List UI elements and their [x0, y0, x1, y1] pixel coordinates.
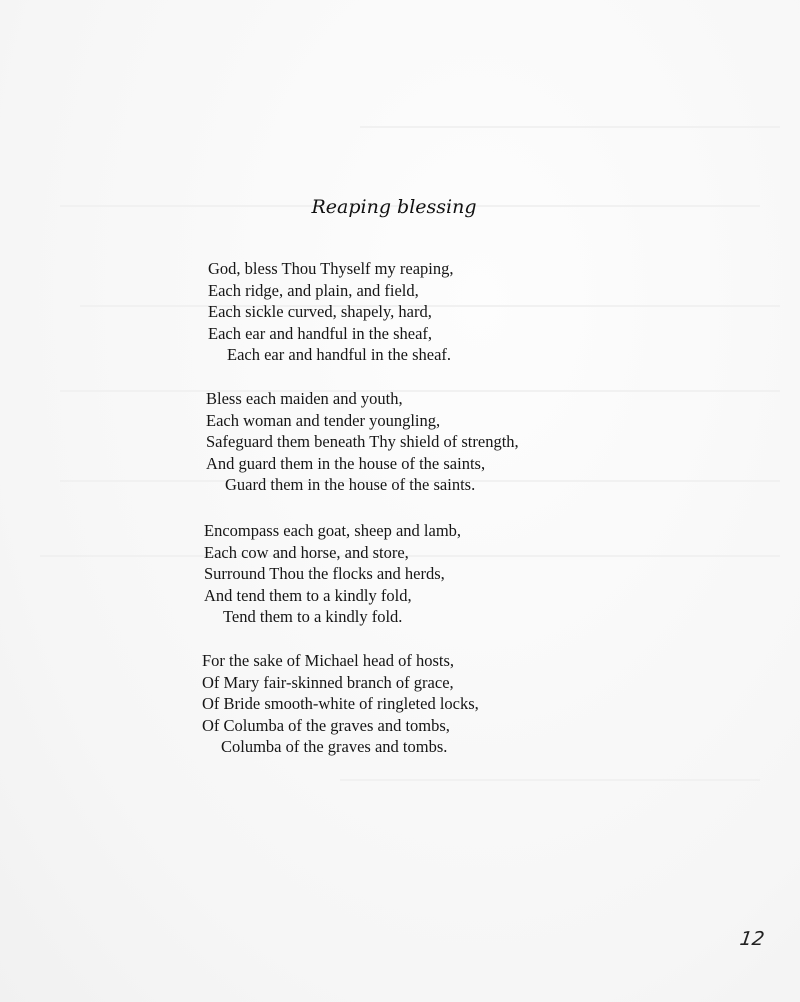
poem-line: Bless each maiden and youth, [206, 389, 403, 408]
poem-line: Each ridge, and plain, and field, [208, 280, 419, 300]
poem-line: Of Mary fair-skinned branch of grace, [202, 672, 454, 692]
poem-line: Encompass each goat, sheep and lamb, [204, 521, 462, 540]
show-through-decoration [340, 755, 760, 781]
poem-line: And guard them in the house of the saints, [206, 453, 486, 473]
poem-line: For the sake of Michael head of hosts, [202, 651, 455, 670]
stanza-4 [202, 650, 479, 758]
poem-line: God, bless Thou Thyself my reaping, [208, 259, 454, 278]
page-number: 12 [738, 928, 766, 950]
stanza-1 [208, 258, 454, 366]
poem-line-refrain: Each ear and handful in the sheaf. [227, 345, 452, 364]
poem-line: Surround Thou the flocks and herds, [204, 564, 445, 583]
poem-title: Reaping blessing [311, 196, 477, 218]
poem-line-refrain: Guard them in the house of the saints. [225, 475, 476, 494]
poem-line: Of Columba of the graves and tombs, [202, 715, 450, 735]
poem-line: Each sickle curved, shapely, hard, [208, 302, 432, 321]
poem-line-refrain: Columba of the graves and tombs. [221, 737, 448, 756]
stanza-2 [206, 388, 519, 496]
poem-line: And tend them to a kindly fold, [204, 585, 412, 605]
poem-line: Each ear and handful in the sheaf, [208, 323, 433, 343]
poem-line: Safeguard them beneath Thy shield of strength, [206, 432, 519, 451]
poem-line: Of Bride smooth-white of ringleted locks, [202, 694, 479, 713]
stanza-3 [204, 520, 461, 628]
show-through-decoration [360, 92, 780, 128]
poem-line: Each woman and tender youngling, [206, 410, 441, 430]
poem-line: Each cow and horse, and store, [204, 542, 409, 562]
poem-line-refrain: Tend them to a kindly fold. [223, 607, 403, 626]
